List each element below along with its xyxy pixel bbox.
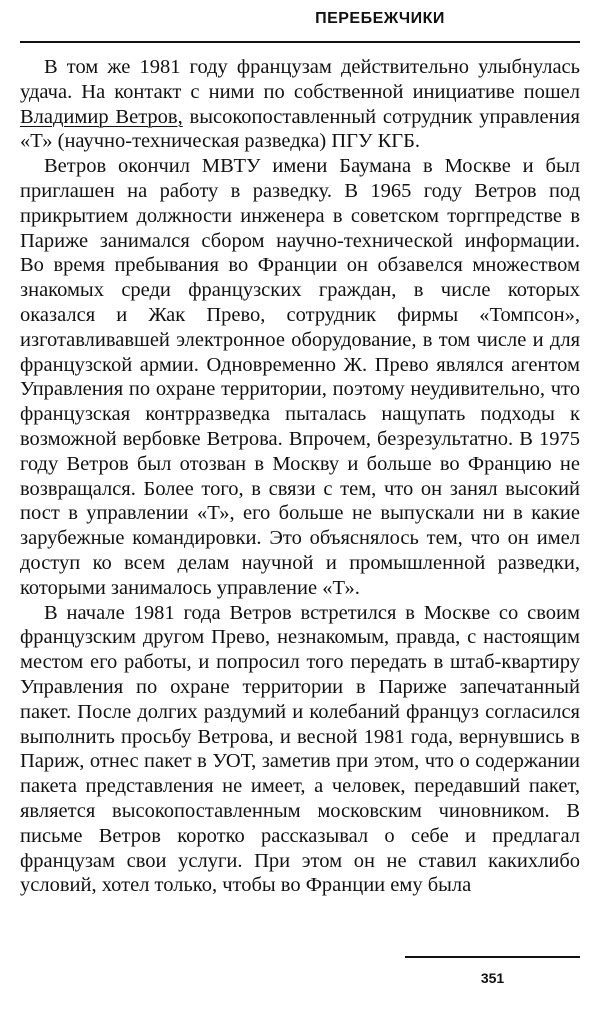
paragraph-1-end: высокопоставленный сотрудник управления «Т» (научно-техническая разведка) ПГУ КГБ. <box>20 105 580 153</box>
paragraph-3: В начале 1981 года Ветров встретился в Москве со своим французским другом Прево, незнакомым, правда, с настоящим местом его работы, и попросил того передать в штаб-квартиру Управления по охране территории в Париже запечатанный пакет. После долгих раздумий и колебаний француз согласился выполнить просьбу Ветрова, и весной 1981 года, вернувшись в Париж, отнес пакет в УОТ, заметив при этом, что о содержании пакета представления не имеет, а человек, передавший пакет, является высокопоставленным московским чиновником. В письме Ветров коротко рассказывал о себе и предлагал французам свои услуги. При этом он не ставил какихлибо условий, хотел только, чтобы во Франции ему была <box>20 601 580 897</box>
running-head <box>0 10 600 28</box>
paragraph-1-start: В том же 1981 году французам действительно улыбнулась удача. На контакт с ними по собственной инициативе пошел <box>20 56 580 103</box>
body-text <box>20 55 580 898</box>
paragraph-2: Ветров окончил МВТУ имени Баумана в Москве и был приглашен на работу в разведку. В 1965 году Ветров под прикрытием должности инженера в советском торгпредстве в Париже занимался сбором научно-технической информации. Во время пребывания во Франции он обзавелся множеством знакомых среди французских граждан, в числе которых оказался и Жак Прево, сотрудник фирмы «Томпсон», изготавливавшей электронное оборудование, в том числе и для французской армии. Одновременно Ж. Прево являлся агентом Управления по охране территории, поэтому неудивительно, что французская контрразведка пыталась нащупать подходы к возможной вербовке Ветрова. Впрочем, безрезультатно. В 1975 году Ветров был отозван в Москву и больше во Францию не возвращался. Более того, в связи с тем, что он занял высокий пост в управлении «Т», его больше не выпускали ни в какие зарубежные командировки. Это объяснялось тем, что он имел доступ ко всем делам научной и промышленной разведки, которыми занималось управление «Т». <box>20 155 580 599</box>
running-title: ПЕРЕБЕЖЧИКИ <box>315 10 445 27</box>
paragraph-1 <box>20 55 580 154</box>
page-number: 351 <box>480 970 505 986</box>
footer-rule <box>405 956 580 958</box>
header-rule <box>20 41 580 43</box>
underlined-name: Владимир Ветров, <box>20 105 183 128</box>
